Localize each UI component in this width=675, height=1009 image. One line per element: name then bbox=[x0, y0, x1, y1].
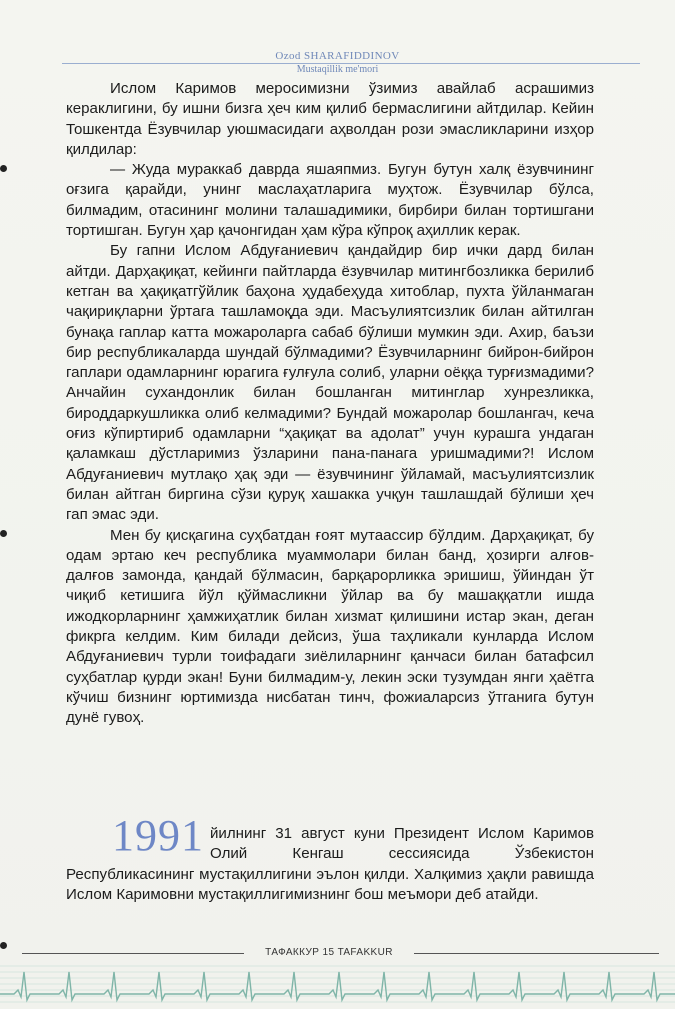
page-footer bbox=[0, 946, 675, 960]
binder-hole bbox=[0, 165, 7, 172]
heartbeat-decoration bbox=[0, 960, 675, 1009]
running-header bbox=[0, 50, 675, 63]
paragraph: Мен бу қисқагина суҳбатдан ғоят мутаассир бўлдим. Дарҳақиқат, бу одам эртаю кеч республика муаммолари билан банд, ҳозирги алғов-далғов замонда, қандай бўлмасин, барқарорликка эришиш, ўйиндан ўт чиқиб кетишига йўл қўймасликни ўйлар ва бу машаққатли ишда ижодкорларнинг ҳамжиҳатлик билан хизмат қилишини истар экан, деган фикрга келдим. Ким билади дейсиз, ўша таҳликали кунларда Ислом Абдуғаниевич турли тоифадаги зиёлиларнинг қанчаси билан батафсил суҳбатлар қурди экан! Буни билмадим-у, лекин эски тузумдан янги ҳаётга кўчиш бизнинг юртимизда нисбатан тинч, фожиаларсиз ўтганига бутун дунё гувоҳ. bbox=[66, 526, 594, 727]
header-subtitle: Mustaqillik me'mori bbox=[296, 64, 379, 75]
paragraph: Ислом Каримов меросимизни ўзимиз авайлаб асрашимиз кераклигини, бу ишни бизга ҳеч ким қилиб бермаслигини айтдилар. Кейин Тошкентда Ёзувчилар уюшмасидаги аҳволдан рози эмасликларини изҳор қилдилар: bbox=[66, 80, 594, 158]
header-author: Ozod SHARAFIDDINOV bbox=[275, 50, 400, 62]
footer-divider-right bbox=[414, 953, 659, 954]
footer-page-label: ТАФАККУР 15 TAFAKKUR bbox=[265, 947, 393, 958]
binder-hole bbox=[0, 530, 7, 537]
paragraph: Бу гапни Ислом Абдуғаниевич қандайдир бир ички дард билан айтди. Дарҳақиқат, кейинги пайтларда ёзувчилар митингбозликка берилиб кетган ва ҳақиқатгўйлик баҳона ҳудабеҳуда хитоблар, пухта ўйланмаган чақириқларни ўртага ташламоқда эди. Масъулиятсизлик билан айтилган бунақа гаплар катта можароларга сабаб бўлиши мумкин эди. Ахир, баъзи бир республикаларда шундай бўлмадими? Ёзувчиларнинг бийрон-бийрон гаплари одамларнинг юрагига ғулғула солиб, уларни оёққа турғизмадими? Анчайин сухандонлик билан бошланган митинглар хунрезликка, бироддаркушликка олиб келмадими? Бундай можаролар бошлангач, кеча оғиз кўпиртириб одамларни “ҳақиқат ва адолат” учун курашга ундаган қаламкаш дўстларимиз ўзларини пана-панага уришмадими?! Ислом Абдуғаниевич мутлақо ҳақ эди — ёзувчининг ўйламай, масъулиятсизлик билан айтган биргина сўзи қуруқ хашакка учқун ташлашдай бўлиши ҳеч гап эмас эди. bbox=[66, 242, 594, 524]
article-body bbox=[66, 79, 594, 729]
year-section bbox=[66, 811, 594, 905]
footer-divider-left bbox=[22, 953, 244, 954]
paragraph: — Жуда мураккаб даврда яшаяпмиз. Бугун бутун халқ ёзувчининг оғзига қарайди, унинг маслаҳатларига муҳтож. Ёзувчилар бўлса, билмадим, отасининг молини талашадимики, бирбири билан тортишгани тортишган. Бугун ҳар қачонгидан ҳам кўра кўпроқ аҳиллик керак. bbox=[66, 161, 594, 240]
year-paragraph: йилнинг 31 август куни Президент Ислом Каримов Олий Кенгаш сессиясида Ўзбекистон Республикасининг мустақиллигини эълон қилди. Халқимиз ҳақли равишда Ислом Каримовни мустақиллигимизнинг бош меъмори деб атайди. bbox=[66, 825, 594, 903]
drop-year: 1991 bbox=[112, 811, 204, 860]
